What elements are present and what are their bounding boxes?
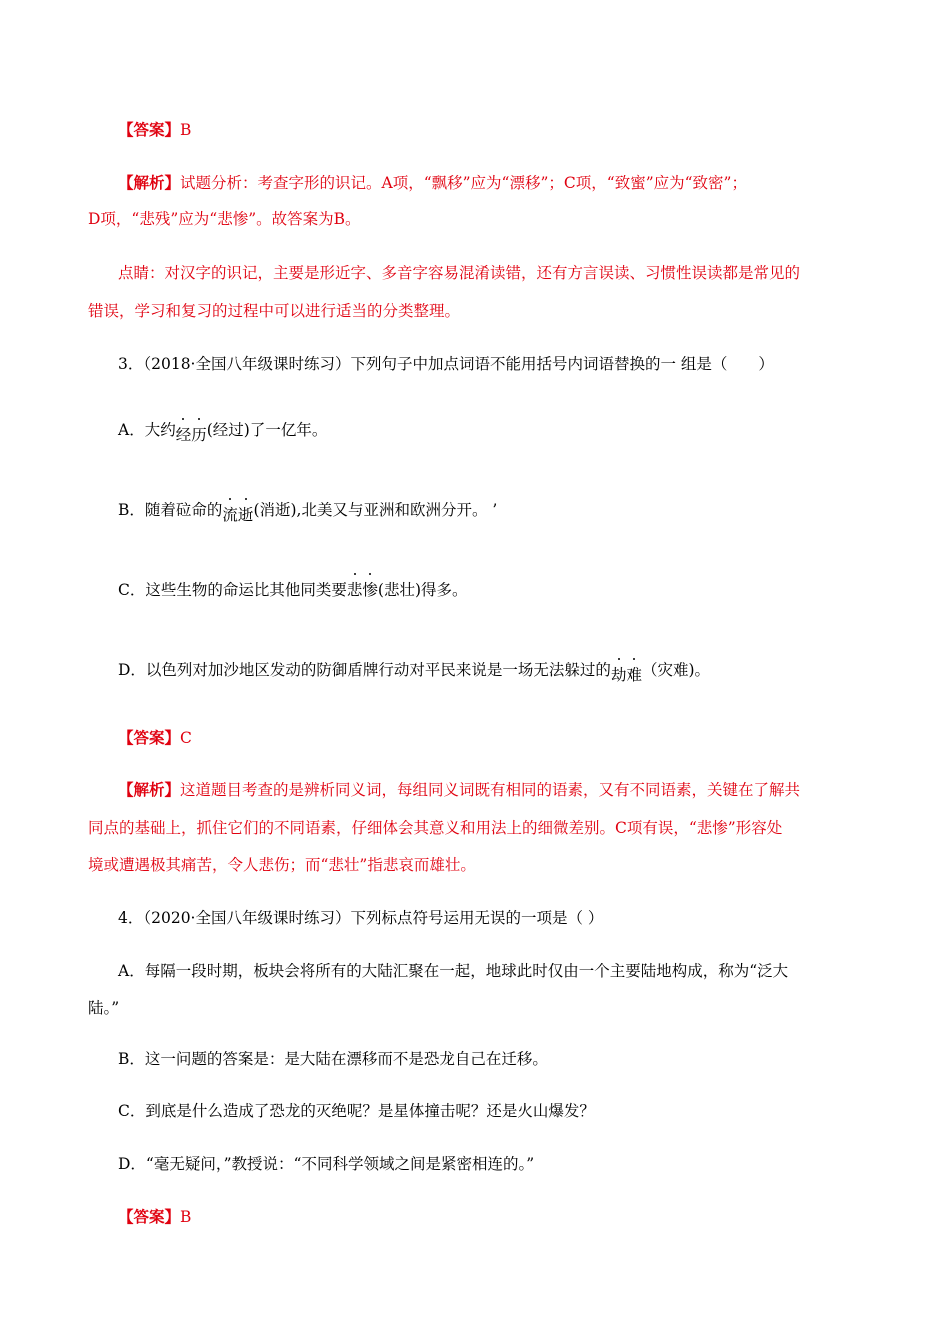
answer-value: B <box>180 121 192 139</box>
emphasis-char: 悲 <box>346 581 363 599</box>
analysis-q3-line1 <box>118 780 800 800</box>
option-pre: D．以色列对加沙地区发动的防御盾牌行动对平民来说是一场无法躲过的 <box>118 661 611 679</box>
analysis-q2-line1 <box>118 173 747 193</box>
question3-option-c <box>118 580 468 600</box>
question4-option-a-line1: A．每隔一段时期，板块会将所有的大陆汇聚在一起，地球此时仅由一个主要陆地构成，称为“泛大 <box>118 962 789 980</box>
analysis-tag: 【解析】 <box>118 780 181 799</box>
analysis-text: 这道题目考查的是辨析同义词，每组同义词既有相同的语素，又有不同语素，关键在了解共 <box>180 781 801 799</box>
question4-stem: 4．（2020·全国八年级课时练习）下列标点符号运用无误的一项是（ ） <box>118 909 604 927</box>
answer-q4 <box>118 1207 191 1227</box>
answer-q3 <box>118 728 192 748</box>
question3-option-b <box>118 500 498 524</box>
analysis-text: 试题分析：考查字形的识记。A项，“飘移”应为“漂移”；C项，“致蜜”应为“致密”； <box>180 174 747 192</box>
question3-option-d <box>118 660 711 684</box>
option-pre: C．这些生物的命运比其他同类要 <box>118 581 347 599</box>
answer-tag: 【答案】 <box>118 728 181 747</box>
option-pre: A．大约 <box>118 421 176 439</box>
option-post: (经过)了一亿年。 <box>206 421 328 439</box>
question4-option-b: B．这一问题的答案是：是大陆在漂移而不是恐龙自己在迁移。 <box>118 1050 548 1068</box>
question4-option-d: D．“毫无疑问，”教授说：“不同科学领域之间是紧密相连的。” <box>118 1155 535 1173</box>
analysis-q3-line3: 境或遭遇极其痛苦，令人悲伤；而“悲壮”指悲哀而雄壮。 <box>88 856 476 874</box>
option-pre: B．随着砬命的 <box>118 501 223 519</box>
answer-tag: 【答案】 <box>118 120 181 139</box>
option-post: (消逝),北美又与亚洲和欧洲分开。 ’ <box>253 501 498 519</box>
answer-value: C <box>180 729 192 747</box>
emphasis-char: 逝 <box>237 506 254 524</box>
analysis-tag: 【解析】 <box>118 173 181 192</box>
emphasis-char: 历 <box>191 426 207 444</box>
emphasis-char: 经 <box>175 426 192 444</box>
option-post: (悲壮)得多。 <box>377 581 468 599</box>
question3-option-a <box>118 420 328 444</box>
question4-option-c: C．到底是什么造成了恐龙的灭绝呢？是星体撞击呢？还是火山爆发？ <box>118 1102 595 1120</box>
answer-tag: 【答案】 <box>118 1207 181 1226</box>
answer-value: B <box>180 1208 192 1226</box>
analysis-q3-line2: 同点的基础上，抓住它们的不同语素，仔细体会其意义和用法上的细微差别。C项有误，“悲惨”形容处 <box>88 819 783 837</box>
emphasis-char: 劫 <box>610 666 627 684</box>
analysis-q2-line2: D项，“悲残”应为“悲惨”。故答案为B。 <box>88 210 361 228</box>
option-post: （灾难)。 <box>641 661 711 679</box>
tip-q2-line1: 点睛：对汉字的识记，主要是形近字、多音字容易混淆读错，还有方言误读、习惯性误读都是常见的 <box>118 264 801 282</box>
tip-q2-line2: 错误，学习和复习的过程中可以进行适当的分类整理。 <box>88 302 461 320</box>
emphasis-char: 惨 <box>362 581 378 599</box>
question4-option-a-line2: 陆。” <box>88 999 120 1017</box>
question3-stem: 3．（2018·全国八年级课时练习）下列句子中加点词语不能用括号内词语替换的一 组是（ ） <box>118 355 774 373</box>
emphasis-char: 流 <box>222 506 238 524</box>
answer-q2 <box>118 120 191 140</box>
emphasis-char: 难 <box>626 666 642 684</box>
